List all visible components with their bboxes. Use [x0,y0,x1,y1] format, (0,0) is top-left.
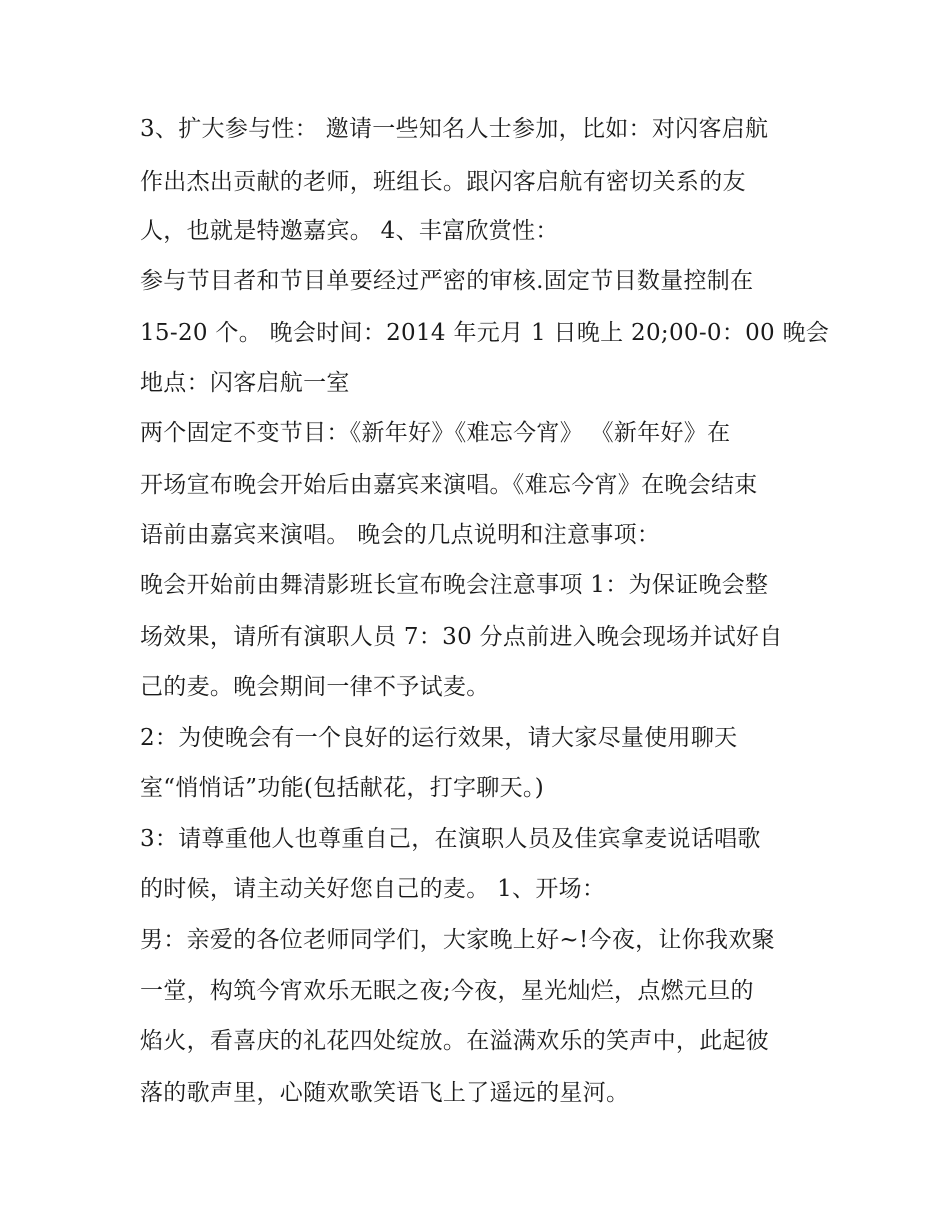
text-line: 作出杰出贡献的老师，班组长。跟闪客启航有密切关系的友 [140,169,746,195]
text-line: 人，也就是特邀嘉宾。 4、丰富欣赏性： [140,218,559,244]
text-line: 2：为使晚会有一个良好的运行效果，请大家尽量使用聊天 [140,725,738,751]
text-line: 的时候，请主动关好您自己的麦。 1、开场： [140,876,606,902]
text-line: 己的麦。晚会期间一律不予试麦。 [140,674,490,700]
text-line: 场效果，请所有演职人员 7：30 分点前进入晚会现场并试好自 [140,624,783,650]
text-line: 两个固定不变节目：《新年好》《难忘今宵》 《新年好》在 [140,420,731,446]
text-line: 3：请尊重他人也尊重自己，在演职人员及佳宾拿麦说话唱歌 [140,826,761,852]
text-line: 焰火，看喜庆的礼花四处绽放。在溢满欢乐的笑声中，此起彼 [140,1028,770,1054]
text-line: 男：亲爱的各位老师同学们，大家晚上好~!今夜，让你我欢聚 [140,927,775,953]
text-line: 15-20 个。 晚会时间：2014 年元月 1 日晚上 20;00-0：00 晚会 [140,320,830,346]
text-line: 语前由嘉宾来演唱。 晚会的几点说明和注意事项： [140,522,661,548]
text-line: 参与节目者和节目单要经过严密的审核.固定节目数量控制在 [140,268,754,294]
text-line: 地点：闪客启航一室 [140,370,350,396]
text-line: 室“悄悄话”功能(包括献花，打字聊天。) [140,775,544,801]
text-line: 晚会开始前由舞清影班长宣布晚会注意事项 1：为保证晚会整 [140,572,769,598]
text-line: 开场宣布晚会开始后由嘉宾来演唱。《难忘今宵》在晚会结束 [140,472,758,498]
text-line: 一堂，构筑今宵欢乐无眠之夜;今夜，星光灿烂，点燃元旦的 [140,978,754,1004]
text-line: 落的歌声里，心随欢歌笑语飞上了遥远的星河。 [140,1080,630,1106]
text-line: 3、扩大参与性： 邀请一些知名人士参加，比如：对闪客启航 [140,116,769,142]
